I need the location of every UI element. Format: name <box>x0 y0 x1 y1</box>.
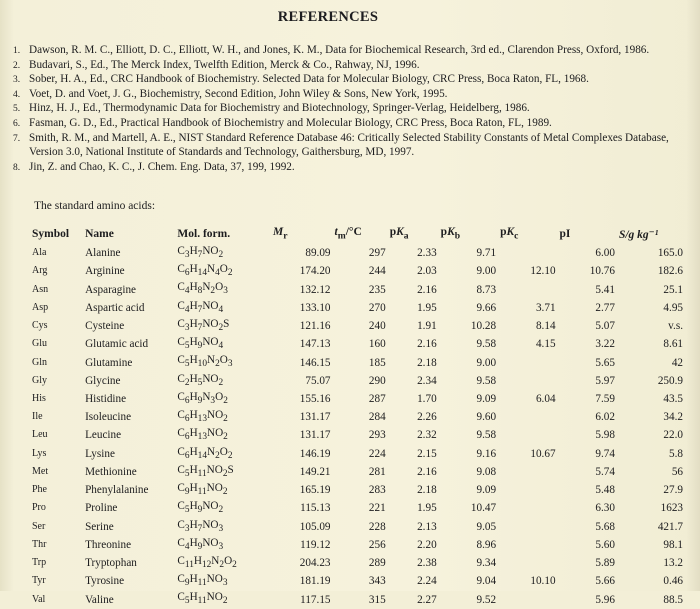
col-tm: $t_m/^\circ C$ <box>334 226 362 242</box>
cell-solubility: 27.9 <box>663 484 683 497</box>
cell-formula: $C_5H_{11}NO_2S$ <box>177 463 234 480</box>
cell-formula: $C_6H_{13}NO_2$ <box>177 427 228 443</box>
references-heading: REFERENCES <box>277 9 379 25</box>
reference-item <box>13 116 685 131</box>
cell-formula: $C_9H_{11}NO_3$ <box>177 573 228 589</box>
cell-mr: 115.13 <box>300 502 331 515</box>
cell-pkc <box>498 554 557 572</box>
cell-pka: 1.70 <box>417 392 437 405</box>
cell-formula: $C_6H_{14}N_2O_2$ <box>177 445 233 461</box>
cell-solubility: 182.6 <box>657 265 683 278</box>
cell-pkb: 9.04 <box>476 575 497 588</box>
cell-pkb: 8.73 <box>476 283 497 296</box>
cell-symbol: Trp <box>32 557 47 569</box>
cell-symbol: Glu <box>32 338 47 350</box>
cell-symbol: His <box>32 392 46 404</box>
cell-pkc: 12.10 <box>530 265 556 278</box>
cell-symbol: Val <box>32 593 46 605</box>
cell-mr: 204.23 <box>299 557 331 570</box>
cell-pkc: 10.10 <box>530 575 556 588</box>
cell-pi: 5.96 <box>595 593 615 606</box>
cell-mr: 181.19 <box>299 575 331 588</box>
amino-acid-table <box>30 224 685 609</box>
cell-name: Methionine <box>85 465 137 478</box>
cell-pkb: 9.05 <box>476 520 497 533</box>
cell-pkc: 3.71 <box>535 301 556 314</box>
col-formula: Mol. form. <box>177 228 231 240</box>
cell-mr: 146.19 <box>299 447 331 460</box>
cell-tm: 185 <box>368 356 386 369</box>
reference-text: Sober, H. A., Ed., CRC Handbook of Biochemistry. Selected Data for Molecular Biology, CRC Press, Boca Raton, FL, 1968. <box>29 73 589 86</box>
cell-symbol: Thr <box>32 538 47 550</box>
cell-formula: $C_5H_{10}N_2O_3$ <box>177 354 233 370</box>
cell-tm: 228 <box>368 520 386 533</box>
table-row <box>30 353 685 371</box>
table-row <box>30 554 685 572</box>
reference-number: 5. <box>13 104 21 115</box>
cell-symbol: Cys <box>32 320 48 332</box>
cell-mr: 105.09 <box>299 520 331 533</box>
table-row <box>30 536 685 554</box>
col-pi: pI <box>559 228 571 240</box>
cell-pkc <box>498 590 557 608</box>
cell-formula: $C_3H_7NO_3$ <box>177 518 224 534</box>
cell-formula: $C_4H_7NO_4$ <box>177 299 224 315</box>
cell-pi: 5.98 <box>595 429 615 442</box>
cell-name: Arginine <box>85 265 125 278</box>
cell-pkb: 10.28 <box>470 320 497 333</box>
cell-symbol: Phe <box>32 484 47 496</box>
table-row <box>30 262 685 280</box>
cell-solubility: 8.61 <box>663 338 683 351</box>
amino-acid-rows <box>30 244 685 609</box>
cell-symbol: Met <box>32 465 49 477</box>
reference-number: 8. <box>13 162 21 173</box>
cell-name: Tyrosine <box>85 575 125 588</box>
reference-item <box>13 101 685 116</box>
cell-solubility: 165.0 <box>657 247 683 260</box>
cell-mr: 89.09 <box>305 247 331 260</box>
cell-formula: $C_5H_9NO_4$ <box>177 336 224 352</box>
table-caption: The standard amino acids: <box>34 200 156 212</box>
cell-pka: 2.32 <box>417 429 437 442</box>
reference-number: 6. <box>13 118 21 129</box>
cell-symbol: Tyr <box>32 575 46 587</box>
cell-tm: 315 <box>368 593 386 606</box>
cell-pkb: 10.47 <box>470 502 497 515</box>
cell-pkb: 8.96 <box>476 538 497 551</box>
cell-pka: 2.16 <box>417 283 437 296</box>
cell-pka: 2.18 <box>417 356 437 369</box>
reference-text: Smith, R. M., and Martell, A. E., NIST Standard Reference Database 46: Critically Selected Stability Constants of Metal Complexes Database, Version 3.0, National Institute of Standards and Technology, Gaithersburg, MD, 1997. <box>29 131 669 159</box>
cell-pkc <box>498 408 557 426</box>
cell-pi: 5.89 <box>595 557 615 570</box>
cell-name: Glutamic acid <box>85 338 149 351</box>
reference-number: 7. <box>13 133 21 144</box>
cell-pi: 5.66 <box>595 575 615 588</box>
cell-pkc <box>498 481 557 499</box>
cell-pkc <box>498 499 557 517</box>
cell-solubility: 56 <box>671 465 683 478</box>
cell-pka: 2.20 <box>417 538 437 551</box>
references-list <box>13 43 685 174</box>
cell-pka: 2.16 <box>417 338 437 351</box>
cell-mr: 75.07 <box>305 374 331 387</box>
cell-pi: 5.68 <box>595 520 615 533</box>
cell-pkb: 9.00 <box>476 265 497 278</box>
cell-pkc <box>498 244 557 262</box>
col-pka: $pK_a$ <box>389 226 409 242</box>
cell-formula: $C_9H_{11}NO_2$ <box>177 482 228 498</box>
table-row <box>30 572 685 590</box>
cell-formula: $C_{11}H_{12}N_2O_2$ <box>177 554 237 571</box>
reference-item <box>13 87 685 102</box>
cell-tm: 293 <box>368 429 386 442</box>
cell-pi: 5.74 <box>595 465 615 478</box>
reference-item <box>13 43 685 58</box>
cell-pka: 1.95 <box>417 502 437 515</box>
cell-symbol: Asn <box>32 283 49 295</box>
cell-tm: 160 <box>368 338 386 351</box>
cell-tm: 256 <box>368 538 386 551</box>
cell-symbol: Ser <box>32 520 46 532</box>
cell-pkc <box>498 426 557 444</box>
cell-formula: $C_5H_{11}NO_2$ <box>177 591 228 607</box>
cell-symbol: Ala <box>32 247 47 259</box>
table-row <box>30 426 685 444</box>
cell-pkc <box>498 518 557 536</box>
cell-tm: 287 <box>368 392 386 405</box>
cell-name: Histidine <box>85 392 127 405</box>
cell-tm: 289 <box>368 557 386 570</box>
col-pkb: $pK_b$ <box>440 226 461 242</box>
cell-mr: 147.13 <box>299 338 331 351</box>
cell-formula: $C_3H_7NO_2S$ <box>177 317 230 334</box>
cell-pi: 3.22 <box>595 338 615 351</box>
cell-name: Alanine <box>85 247 121 260</box>
cell-mr: 146.15 <box>299 356 331 369</box>
col-mr: $M_r$ <box>272 226 288 242</box>
cell-pi: 10.76 <box>589 265 615 278</box>
reference-number: 2. <box>13 60 21 71</box>
cell-mr: 119.12 <box>300 538 331 551</box>
table-header-row <box>30 224 685 244</box>
cell-name: Threonine <box>85 538 132 551</box>
cell-solubility: 1623 <box>660 502 683 515</box>
cell-pka: 2.24 <box>417 575 437 588</box>
cell-solubility: 13.2 <box>663 557 683 570</box>
cell-mr: 155.16 <box>299 392 331 405</box>
cell-pi: 5.65 <box>595 356 615 369</box>
cell-tm: 290 <box>368 374 386 387</box>
cell-tm: 281 <box>368 465 386 478</box>
cell-name: Lysine <box>85 447 115 460</box>
table-row <box>30 390 685 408</box>
cell-pkb: 9.09 <box>476 392 497 405</box>
cell-name: Glutamine <box>85 356 133 369</box>
cell-solubility: 42 <box>671 356 683 369</box>
cell-name: Cysteine <box>85 320 125 333</box>
table-row <box>30 317 685 335</box>
col-name: Name <box>85 228 114 240</box>
cell-pi: 6.00 <box>595 247 615 260</box>
cell-pkb: 9.60 <box>476 411 497 424</box>
cell-solubility: 250.9 <box>657 374 683 387</box>
cell-formula: $C_6H_9N_3O_2$ <box>177 390 228 407</box>
cell-solubility: 22.0 <box>663 429 683 442</box>
cell-mr: 165.19 <box>299 484 331 497</box>
cell-pkc <box>498 372 557 390</box>
table-row <box>30 481 685 499</box>
cell-name: Valine <box>85 593 114 606</box>
cell-name: Aspartic acid <box>85 301 145 314</box>
cell-mr: 117.15 <box>300 593 331 606</box>
cell-pkb: 9.09 <box>476 484 497 497</box>
reference-text: Voet, D. and Voet, J. G., Biochemistry, Second Edition, John Wiley & Sons, New York, 1995. <box>29 87 448 100</box>
cell-mr: 131.17 <box>299 411 331 424</box>
cell-pkc: 8.14 <box>535 320 556 333</box>
table-row <box>30 372 685 390</box>
cell-tm: 297 <box>368 247 386 260</box>
cell-pka: 2.15 <box>417 447 437 460</box>
table-row <box>30 335 685 353</box>
cell-name: Glycine <box>85 374 121 387</box>
cell-pka: 2.13 <box>417 520 437 533</box>
reference-item <box>13 72 685 87</box>
cell-symbol: Gly <box>32 374 47 386</box>
cell-mr: 174.20 <box>299 265 331 278</box>
cell-solubility: 0.46 <box>663 575 683 588</box>
cell-formula: $C_3H_7NO_2$ <box>177 245 224 261</box>
cell-mr: 149.21 <box>299 465 331 478</box>
table-row <box>30 499 685 517</box>
cell-symbol: Asp <box>32 301 49 313</box>
reference-text: Jin, Z. and Chao, K. C., J. Chem. Eng. Data, 37, 199, 1992. <box>29 160 295 173</box>
cell-pkc <box>498 536 557 554</box>
col-symbol: Symbol <box>32 228 70 240</box>
cell-solubility: 34.2 <box>663 411 683 424</box>
cell-name: Tryptophan <box>85 557 137 570</box>
cell-mr: 131.17 <box>299 429 331 442</box>
cell-pi: 5.07 <box>595 320 615 333</box>
table-row <box>30 518 685 536</box>
reference-number: 3. <box>13 75 21 86</box>
cell-pka: 2.34 <box>417 374 437 387</box>
table-row <box>30 590 685 608</box>
table-row <box>30 445 685 463</box>
cell-pka: 2.38 <box>417 557 437 570</box>
cell-pkc <box>498 463 557 481</box>
cell-tm: 283 <box>368 484 386 497</box>
cell-pi: 5.97 <box>595 374 615 387</box>
cell-pi: 2.77 <box>595 301 615 314</box>
cell-symbol: Leu <box>32 429 48 441</box>
cell-name: Phenylalanine <box>85 484 149 497</box>
col-solubility: S/g kg⁻¹ <box>618 229 659 241</box>
cell-pkb: 9.71 <box>476 247 497 260</box>
cell-pkb: 9.34 <box>476 557 497 570</box>
cell-solubility: v.s. <box>668 320 683 333</box>
cell-pkc <box>498 280 557 298</box>
cell-formula: $C_2H_5NO_2$ <box>177 372 224 388</box>
cell-pi: 7.59 <box>595 392 615 405</box>
cell-formula: $C_6H_{14}N_4O_2$ <box>177 263 233 279</box>
cell-pkc: 10.67 <box>530 447 556 460</box>
cell-tm: 244 <box>368 265 386 278</box>
cell-pkc <box>498 353 557 371</box>
cell-pi: 5.60 <box>595 538 615 551</box>
cell-pka: 2.18 <box>417 484 437 497</box>
cell-solubility: 43.5 <box>663 392 683 405</box>
reference-text: Dawson, R. M. C., Elliott, D. C., Elliott, W. H., and Jones, K. M., Data for Biochemical Research, 3rd ed., Clarendon Press, Oxford, 1986. <box>29 44 650 56</box>
cell-pkb: 9.16 <box>476 447 497 460</box>
table-row <box>30 280 685 298</box>
table-row <box>30 408 685 426</box>
table-row <box>30 299 685 317</box>
cell-pka: 2.27 <box>417 593 437 606</box>
cell-formula: $C_5H_9NO_2$ <box>177 500 224 516</box>
cell-tm: 343 <box>368 575 386 588</box>
cell-pi: 5.48 <box>595 484 615 497</box>
page-edge-shadow <box>686 0 700 591</box>
cell-pkb: 9.08 <box>476 465 497 478</box>
cell-mr: 133.10 <box>299 301 331 314</box>
cell-symbol: Gln <box>32 356 47 368</box>
reference-text: Budavari, S., Ed., The Merck Index, Twelfth Edition, Merck & Co., Rahway, NJ, 1996. <box>29 58 420 71</box>
cell-tm: 240 <box>368 320 386 333</box>
cell-name: Isoleucine <box>85 411 132 424</box>
reference-number: 4. <box>13 89 21 100</box>
cell-solubility: 25.1 <box>663 283 683 296</box>
cell-solubility: 421.7 <box>657 520 683 533</box>
reference-item <box>13 160 685 175</box>
cell-mr: 132.12 <box>299 283 331 296</box>
cell-pi: 6.02 <box>595 411 615 424</box>
table-row <box>30 463 685 481</box>
cell-formula: $C_4H_9NO_3$ <box>177 536 224 552</box>
cell-pka: 2.26 <box>417 411 437 424</box>
cell-pka: 2.16 <box>417 465 437 478</box>
cell-symbol: Pro <box>32 502 46 514</box>
cell-solubility: 5.8 <box>669 447 683 460</box>
cell-solubility: 98.1 <box>663 538 683 551</box>
cell-tm: 270 <box>368 301 386 314</box>
cell-pkc: 6.04 <box>535 392 556 405</box>
cell-pka: 2.33 <box>417 247 437 260</box>
cell-formula: $C_4H_8N_2O_3$ <box>177 281 228 297</box>
cell-pka: 1.95 <box>417 301 437 314</box>
cell-pka: 1.91 <box>417 320 437 333</box>
reference-number: 1. <box>13 46 21 56</box>
cell-symbol: Ile <box>32 411 43 423</box>
cell-solubility: 88.5 <box>663 593 683 606</box>
cell-pi: 5.41 <box>595 283 615 296</box>
cell-pkb: 9.58 <box>476 429 497 442</box>
cell-tm: 284 <box>368 411 386 424</box>
cell-formula: $C_6H_{13}NO_2$ <box>177 409 228 425</box>
cell-tm: 221 <box>368 502 386 515</box>
cell-symbol: Lys <box>32 447 47 459</box>
cell-pi: 9.74 <box>595 447 615 460</box>
cell-solubility: 4.95 <box>663 301 683 314</box>
cell-pkc: 4.15 <box>535 338 556 351</box>
cell-name: Asparagine <box>85 283 137 296</box>
table-row <box>30 244 685 262</box>
cell-mr: 121.16 <box>299 320 331 333</box>
cell-pkb: 9.58 <box>476 338 497 351</box>
cell-pkb: 9.52 <box>476 593 497 606</box>
col-pkc: $pK_c$ <box>500 226 519 242</box>
cell-tm: 235 <box>368 283 386 296</box>
cell-name: Serine <box>85 520 114 533</box>
cell-tm: 224 <box>368 447 386 460</box>
reference-item <box>13 131 685 160</box>
cell-symbol: Arg <box>32 265 48 277</box>
cell-name: Leucine <box>85 429 122 442</box>
cell-pkb: 9.00 <box>476 356 497 369</box>
cell-name: Proline <box>85 502 118 515</box>
cell-pkb: 9.66 <box>476 301 497 314</box>
reference-text: Hinz, H. J., Ed., Thermodynamic Data for Biochemistry and Biotechnology, Springer-Verlag, Heidelberg, 1986. <box>29 102 530 115</box>
reference-text: Fasman, G. D., Ed., Practical Handbook of Biochemistry and Molecular Biology, CRC Press, Boca Raton, FL, 1989. <box>29 116 552 129</box>
cell-pkb: 9.58 <box>476 374 497 387</box>
reference-item <box>13 58 685 73</box>
cell-pka: 2.03 <box>417 265 437 278</box>
cell-pi: 6.30 <box>595 502 615 515</box>
